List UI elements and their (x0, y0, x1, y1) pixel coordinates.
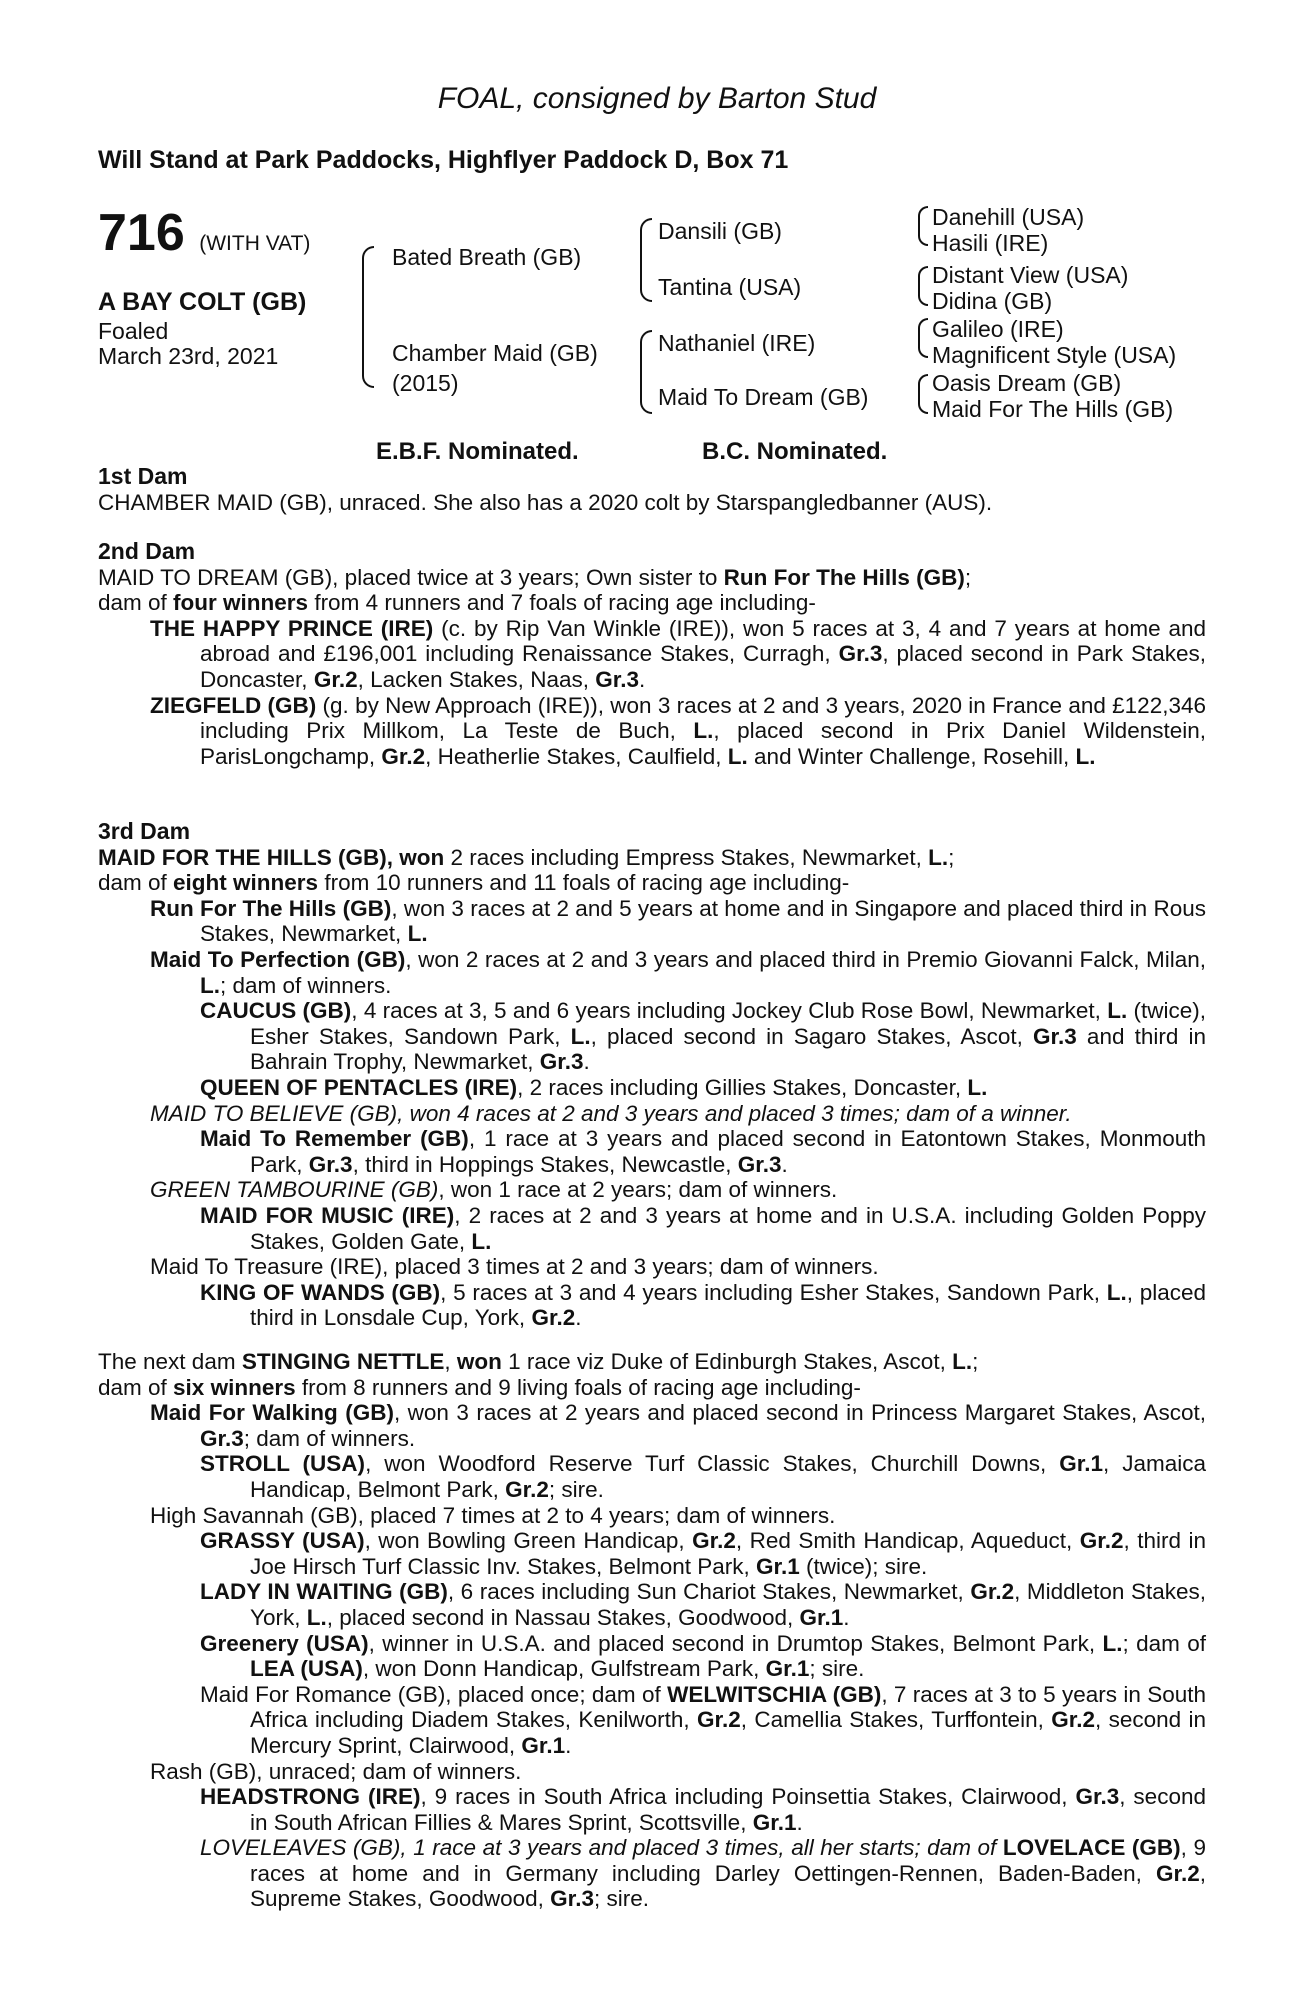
foaled-label: Foaled (98, 318, 169, 344)
progeny-headstrong: HEADSTRONG (IRE), 9 races in South Africa including Poinsettia Stakes, Clairwood, Gr.3, second in South African Fillies & Mares Sprint, Scottsville, Gr.1. (200, 1784, 1206, 1835)
pedigree-g3-8: Maid For The Hills (GB) (932, 396, 1174, 422)
pedigree-sire: Bated Breath (GB) (392, 244, 582, 270)
first-dam-text: CHAMBER MAID (GB), unraced. She also has a 2020 colt by Starspangledbanner (AUS). (98, 489, 993, 515)
third-dam-line1: MAID FOR THE HILLS (GB), won 2 races including Empress Stakes, Newmarket, L.; (98, 844, 955, 870)
progeny-grassy: GRASSY (USA), won Bowling Green Handicap, Gr.2, Red Smith Handicap, Aqueduct, Gr.2, third in Joe Hirsch Turf Classic Inv. Stakes, Belmont Park, Gr.1 (twice); sire. (200, 1528, 1206, 1579)
progeny-maid-for-walking: Maid For Walking (GB), won 3 races at 2 years and placed second in Princess Margaret Stakes, Ascot, Gr.3; dam of winners. (150, 1400, 1206, 1451)
second-dam-heading: 2nd Dam (98, 538, 196, 564)
pedigree-brace-g4 (918, 374, 928, 414)
pedigree-g3-4: Didina (GB) (932, 288, 1053, 314)
pedigree-g3-2: Hasili (IRE) (932, 230, 1049, 256)
progeny-king-of-wands: KING OF WANDS (GB), 5 races at 3 and 4 years including Esher Stakes, Sandown Park, L., placed third in Lonsdale Cup, York, Gr.2. (200, 1279, 1206, 1331)
ebf-nomination: E.B.F. Nominated. (376, 438, 579, 465)
pedigree-brace-g1 (918, 206, 928, 246)
lot-number-value: 716 (98, 204, 185, 262)
second-dam-line2: dam of four winners from 4 runners and 7 foals of racing age including- (98, 590, 816, 616)
pedigree-g3-5: Galileo (IRE) (932, 316, 1064, 342)
bc-nomination: B.C. Nominated. (702, 438, 888, 465)
progeny-maid-to-remember: Maid To Remember (GB), 1 race at 3 years and placed second in Eatontown Stakes, Monmouth Park, Gr.3, third in Hoppings Stakes, Newcastle, Gr.3. (200, 1126, 1207, 1177)
progeny-greenery: Greenery (USA), winner in U.S.A. and placed second in Drumtop Stakes, Belmont Park, L.; dam of LEA (USA), won Donn Handicap, Gulfstream Park, Gr.1; sire. (200, 1630, 1206, 1682)
progeny-rash: Rash (GB), unraced; dam of winners. (150, 1758, 522, 1784)
pedigree-sire-dam: Tantina (USA) (658, 274, 802, 300)
progeny-maid-to-perfection: Maid To Perfection (GB), won 2 races at 2 and 3 years and placed third in Premio Giovanni Falck, Milan, L.; dam of winners. (150, 946, 1206, 998)
pedigree-dam-sire: Nathaniel (IRE) (658, 330, 816, 356)
second-dam-line1: MAID TO DREAM (GB), placed twice at 3 years; Own sister to Run For The Hills (GB); (98, 564, 972, 590)
pedigree-brace-sire (640, 218, 652, 302)
progeny-maid-to-believe: MAID TO BELIEVE (GB), won 4 races at 2 and 3 years and placed 3 times; dam of a winner. (150, 1100, 1072, 1126)
pedigree-brace-main (362, 246, 374, 388)
progeny-maid-for-music: MAID FOR MUSIC (IRE), 2 races at 2 and 3 years at home and in U.S.A. including Golden Poppy Stakes, Golden Gate, L. (200, 1202, 1207, 1254)
pedigree-dam-dam: Maid To Dream (GB) (658, 384, 869, 410)
pedigree-brace-dam (640, 330, 652, 414)
progeny-green-tambourine: GREEN TAMBOURINE (GB), won 1 race at 2 years; dam of winners. (150, 1177, 838, 1203)
next-dam-section (98, 1349, 1206, 1912)
pedigree-dam-year: (2015) (392, 370, 459, 396)
next-dam-line1: The next dam STINGING NETTLE, won 1 race viz Duke of Edinburgh Stakes, Ascot, L.; (98, 1349, 979, 1374)
first-dam-heading: 1st Dam (98, 463, 188, 489)
pedigree-dam: Chamber Maid (GB) (392, 340, 598, 366)
progeny-lady-in-waiting: LADY IN WAITING (GB), 6 races including Sun Chariot Stakes, Newmarket, Gr.2, Middleton Stakes, York, L., placed second in Nassau Stakes, Goodwood, Gr.1. (200, 1579, 1206, 1630)
pedigree-g3-6: Magnificent Style (USA) (932, 342, 1177, 368)
progeny-ziegfeld: ZIEGFELD (GB) (g. by New Approach (IRE)), won 3 races at 2 and 3 years, 2020 in France and £122,346 including Prix Millkom, La Teste de Buch, L., placed second in Prix Daniel Wildenstein, ParisLongchamp, Gr.2, Heatherlie Stakes, Caulfield, L. and Winter Challenge, Rosehill, L. (150, 692, 1207, 769)
pedigree-g3-1: Danehill (USA) (932, 204, 1085, 230)
progeny-caucus: CAUCUS (GB), 4 races at 3, 5 and 6 years including Jockey Club Rose Bowl, Newmarket, L. (twice), Esher Stakes, Sandown Park, L., placed second in Sagaro Stakes, Ascot, Gr.3 and third in Bahrain Trophy, Newmarket, Gr.3. (200, 998, 1207, 1075)
progeny-maid-for-romance: Maid For Romance (GB), placed once; dam of WELWITSCHIA (GB), 7 races at 3 to 5 years in South Africa including Diadem Stakes, Kenilworth, Gr.2, Camellia Stakes, Turffontein, Gr.2, second in Mercury Sprint, Clairwood, Gr.1. (200, 1681, 1207, 1758)
foaled-date: March 23rd, 2021 (98, 343, 279, 369)
pedigree-brace-g2 (918, 266, 928, 306)
pedigree-g3-7: Oasis Dream (GB) (932, 370, 1122, 396)
progeny-loveleaves: LOVELEAVES (GB), 1 race at 3 years and placed 3 times, all her starts; dam of LOVELACE (GB), 9 races at home and in Germany including Darley Oettingen-Rennen, Baden-Baden, Gr.2, Supreme Stakes, Goodwood, Gr.3; sire. (200, 1835, 1206, 1912)
page-title: FOAL, consigned by Barton Stud (437, 82, 877, 115)
pedigree-brace-g3 (918, 318, 928, 358)
progeny-queen-of-pentacles: QUEEN OF PENTACLES (IRE), 2 races including Gillies Stakes, Doncaster, L. (200, 1074, 988, 1100)
first-dam-section (98, 464, 1206, 515)
pedigree-sire-sire: Dansili (GB) (658, 218, 782, 244)
third-dam-section (98, 819, 1206, 1331)
vat-note: (WITH VAT) (199, 232, 311, 255)
pedigree-g3-3: Distant View (USA) (932, 262, 1129, 288)
progeny-high-savannah: High Savannah (GB), placed 7 times at 2 to 4 years; dam of winners. (150, 1502, 836, 1528)
lot-number (98, 203, 310, 263)
second-dam-section (98, 539, 1206, 769)
progeny-happy-prince: THE HAPPY PRINCE (IRE) (c. by Rip Van Winkle (IRE)), won 5 races at 3, 4 and 7 years at home and abroad and £196,001 including Renaissance Stakes, Curragh, Gr.3, placed second in Park Stakes, Doncaster, Gr.2, Lacken Stakes, Naas, Gr.3. (150, 615, 1207, 692)
third-dam-heading: 3rd Dam (98, 818, 191, 844)
third-dam-line2: dam of eight winners from 10 runners and 11 foals of racing age including- (98, 870, 850, 896)
lot-description: A BAY COLT (GB) (98, 288, 307, 316)
progeny-stroll: STROLL (USA), won Woodford Reserve Turf Classic Stakes, Churchill Downs, Gr.1, Jamaica Handicap, Belmont Park, Gr.2; sire. (200, 1451, 1206, 1502)
progeny-run-for-the-hills: Run For The Hills (GB), won 3 races at 2 and 5 years at home and in Singapore and placed third in Rous Stakes, Newmarket, L. (150, 895, 1206, 947)
next-dam-line2: dam of six winners from 8 runners and 9 living foals of racing age including- (98, 1374, 861, 1400)
progeny-maid-to-treasure: Maid To Treasure (IRE), placed 3 times at 2 and 3 years; dam of winners. (150, 1254, 879, 1280)
stand-location: Will Stand at Park Paddocks, Highflyer Paddock D, Box 71 (98, 146, 789, 174)
